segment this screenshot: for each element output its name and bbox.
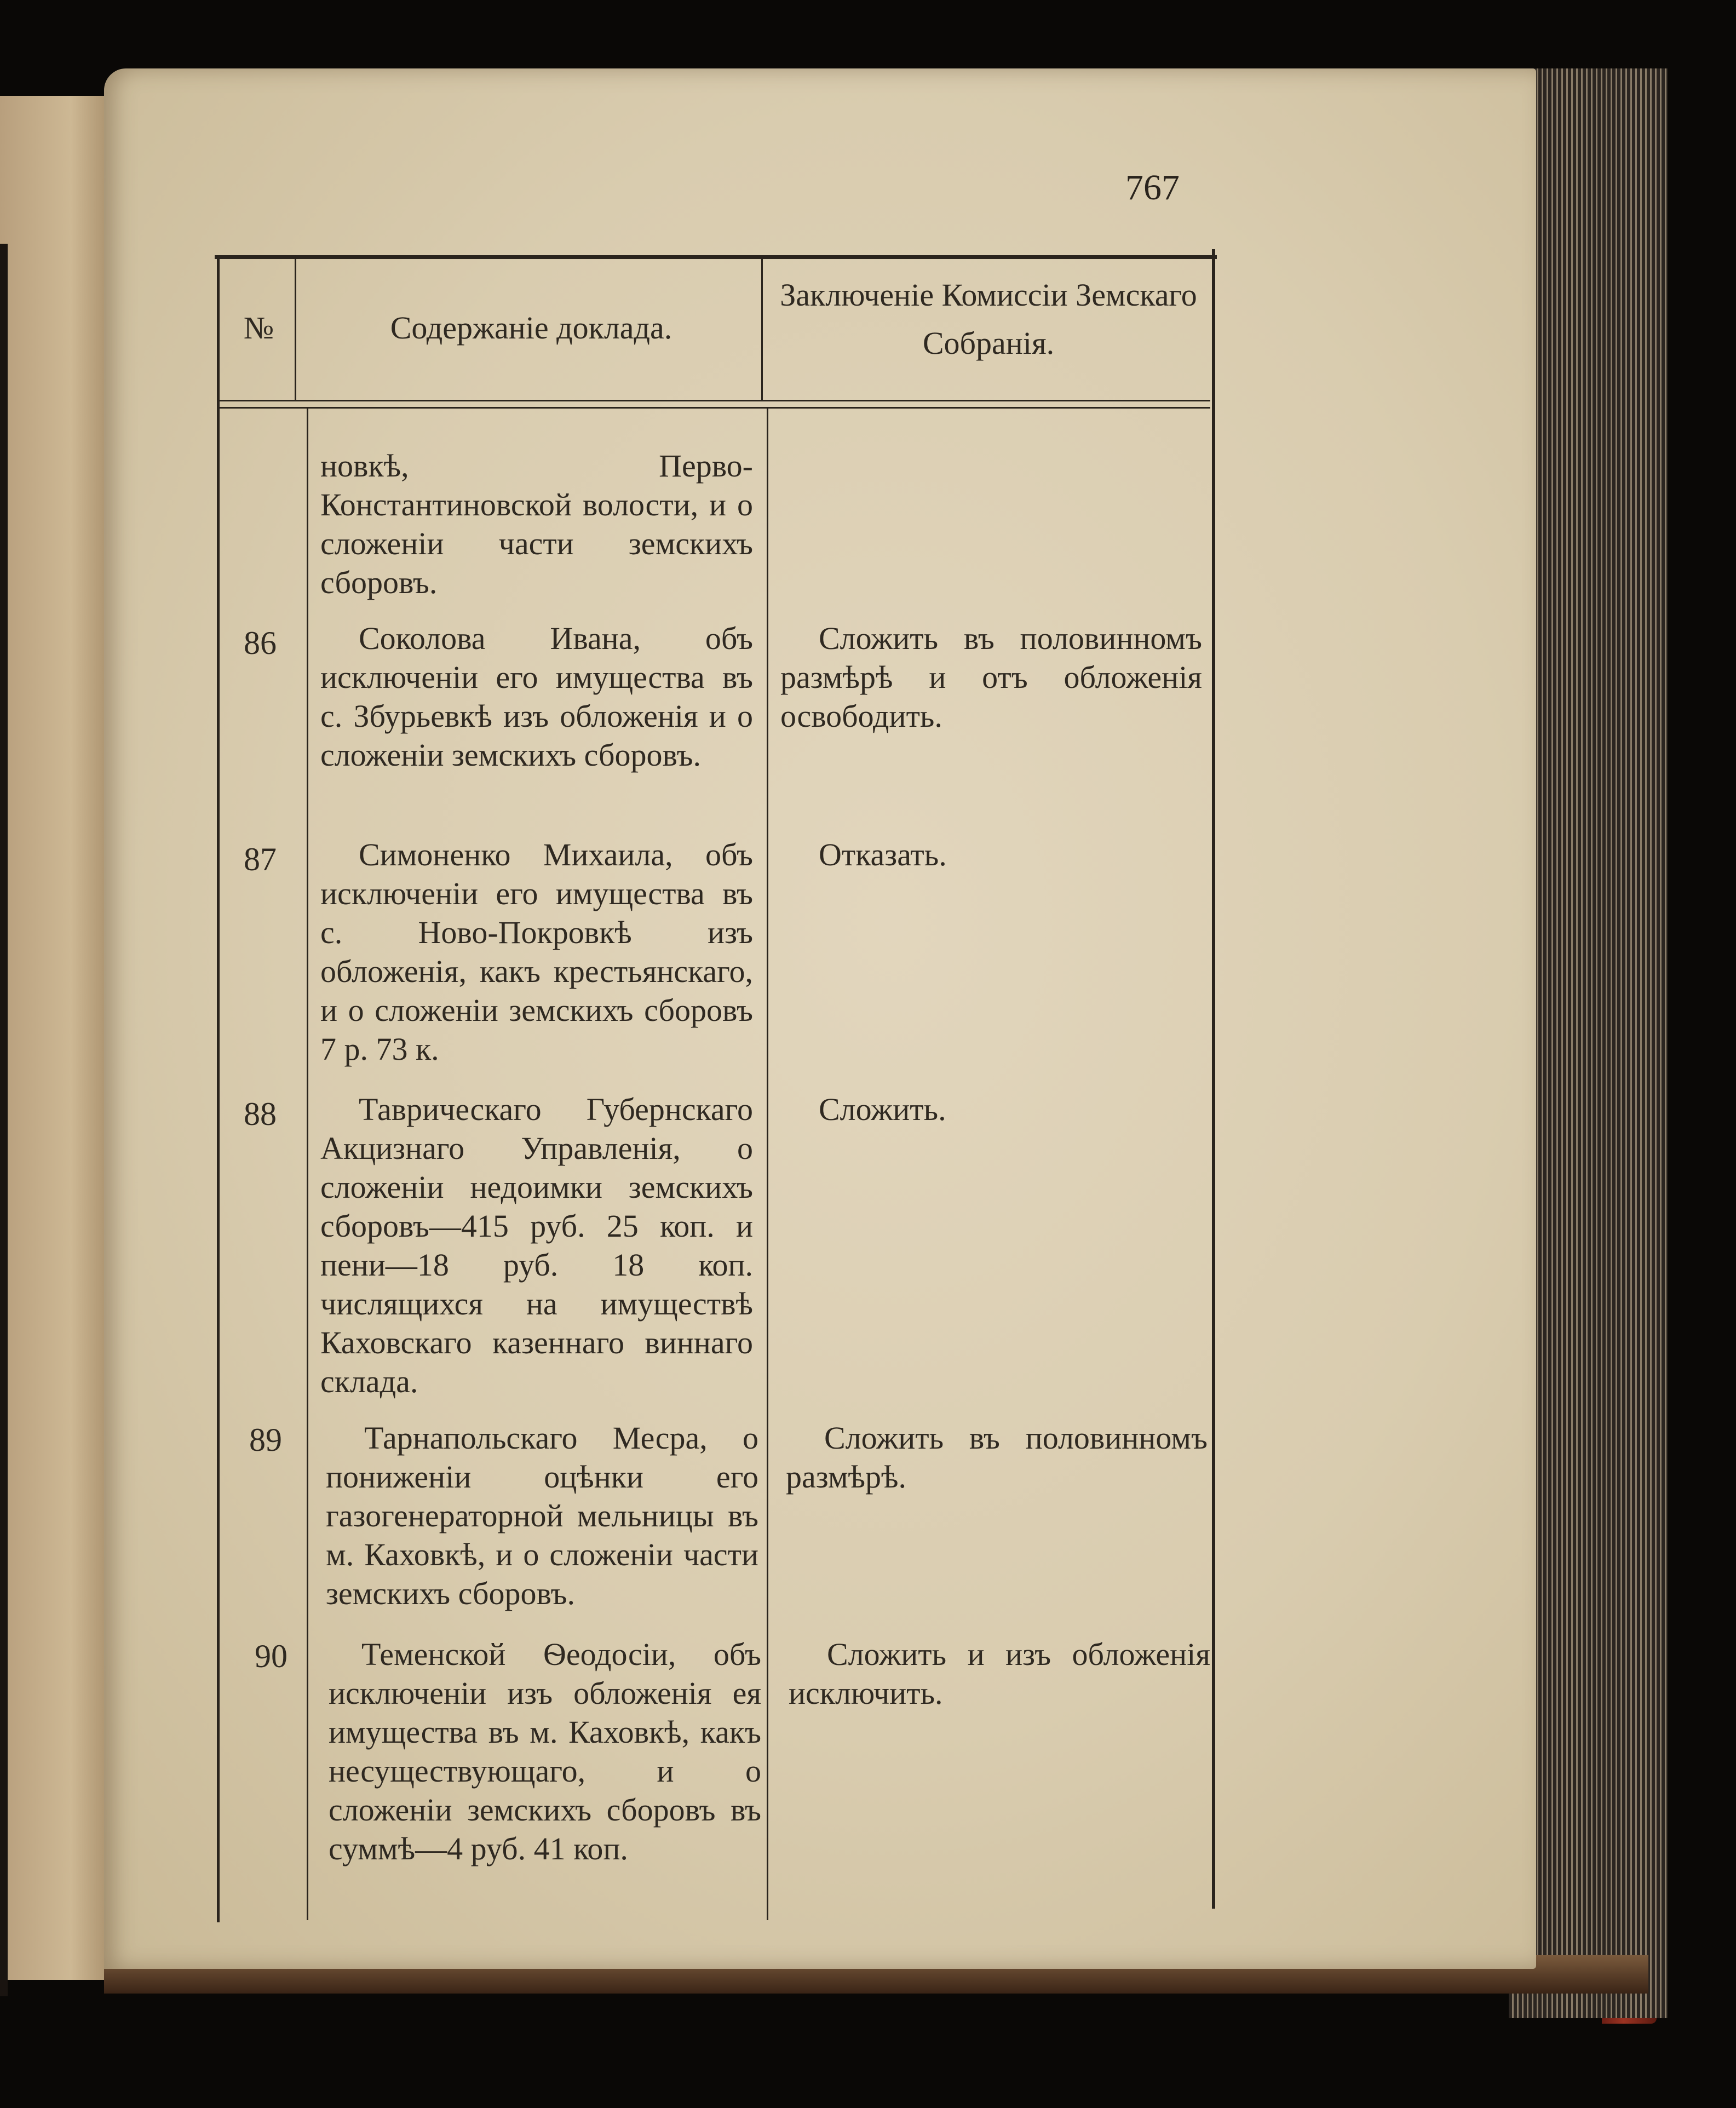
row-content: Соколова Ивана, объ исключеніи его имущества въ с. Збурьевкѣ изъ обложенія и о сложеніи земскихъ сборовъ.	[320, 621, 753, 773]
row-decision: Сложить въ половинномъ размѣрѣ и отъ обложенія освободить.	[780, 621, 1202, 734]
header-decision: Заключеніе Комиссіи Земскаго Собранія.	[780, 277, 1197, 361]
row-decision: Сложить.	[819, 1092, 946, 1127]
page-number: 767	[1125, 168, 1180, 208]
header-content: Содержаніе доклада.	[390, 310, 672, 346]
left-facing-page	[0, 96, 118, 1980]
row-content: Симоненко Михаила, объ исключеніи его имущества въ с. Ново-Покровкѣ изъ обложенія, какъ крестьянскаго, и о сложеніи земскихъ сборовъ 7 р. 73 к.	[320, 837, 753, 1067]
row-decision: Отказать.	[819, 837, 947, 872]
column-divider-2	[761, 257, 763, 400]
row-content: Теменской Ѳеодосіи, объ исключеніи изъ обложенія ея имущества въ м. Каховкѣ, какъ несуществующаго, и о сложеніи земскихъ сборовъ въ суммѣ—4 руб. 41 коп.	[329, 1636, 761, 1866]
row-decision: Сложить и изъ обложенія исключить.	[789, 1636, 1210, 1711]
table-right-border	[1212, 249, 1215, 1909]
row-number: 86	[244, 625, 277, 661]
row-number: 87	[244, 841, 277, 877]
header-bottom-rule-2	[219, 407, 1210, 409]
header-num: №	[243, 310, 274, 346]
row-content: новкѣ, Перво-Константиновской волости, и о сложеніи части земскихъ сборовъ.	[320, 448, 753, 600]
row-content: Таврическаго Губернскаго Акцизнаго Управленія, о сложеніи недоимки земскихъ сборовъ—415 руб. 25 коп. и пени—18 руб. 18 коп. числящихся на имуществѣ Каховскаго казеннаго виннаго склада.	[320, 1092, 753, 1399]
row-number: 90	[255, 1638, 288, 1674]
column-divider-1-body	[307, 409, 308, 1920]
row-decision: Сложить въ половинномъ размѣрѣ.	[786, 1420, 1208, 1495]
table-top-rule	[215, 255, 1217, 259]
column-divider-1	[295, 257, 296, 400]
header-bottom-rule	[219, 400, 1210, 401]
table-left-border	[217, 257, 220, 1922]
row-number: 88	[244, 1096, 277, 1132]
left-page-rule	[0, 244, 8, 1996]
column-divider-2-body	[767, 409, 768, 1920]
row-content: Тарнапольскаго Месра, о пониженіи оцѣнки его газогенераторной мельницы въ м. Каховкѣ, и о сложеніи части земскихъ сборовъ.	[326, 1420, 758, 1611]
row-number: 89	[249, 1422, 282, 1458]
